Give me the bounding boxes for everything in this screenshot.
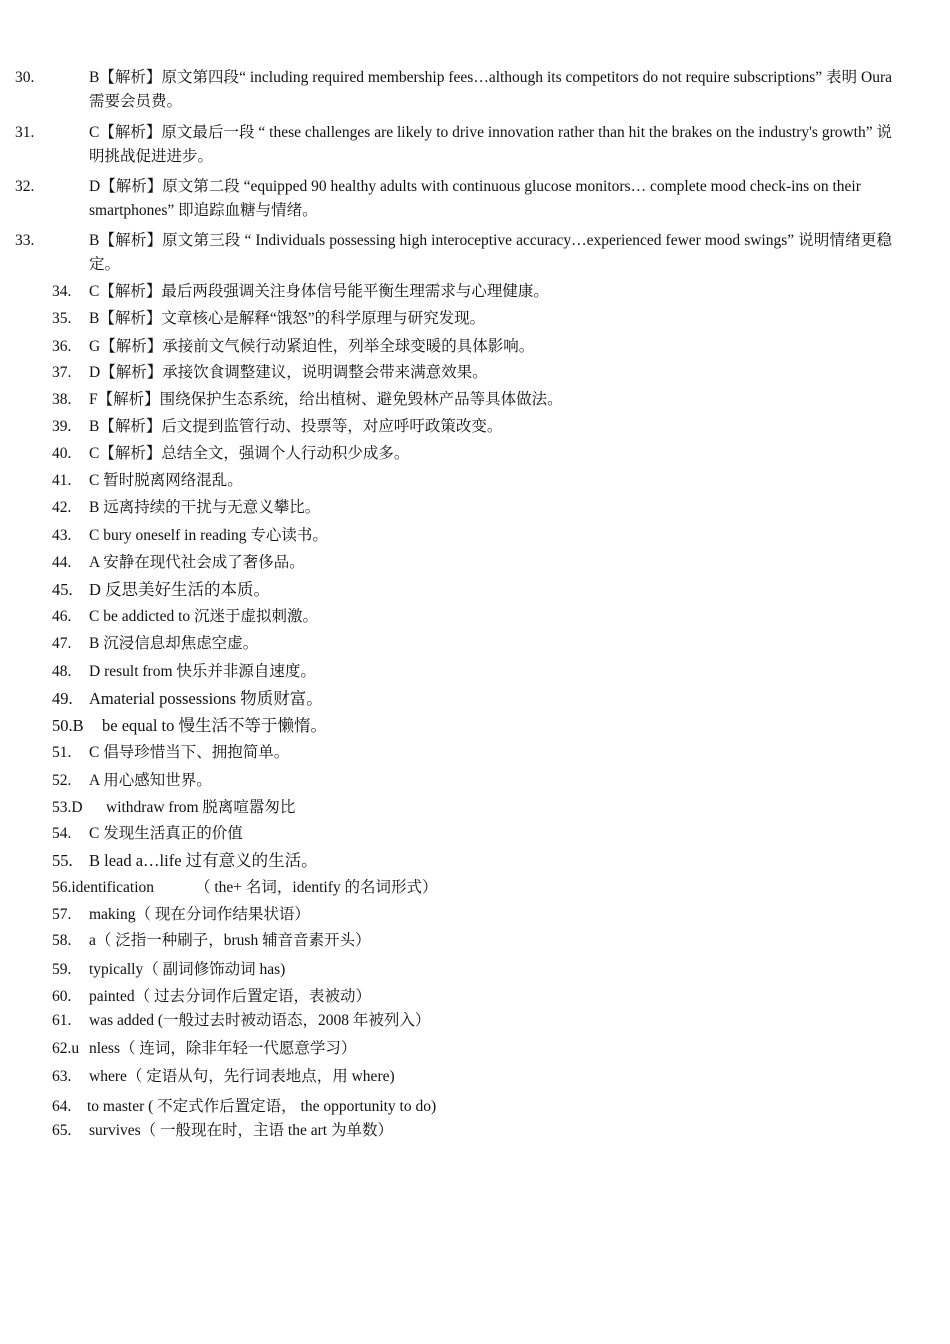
item-number: 32.	[15, 178, 35, 195]
answer-item-43	[52, 524, 892, 548]
item-text: （ the+ 名词，identify 的名词形式）	[195, 879, 438, 896]
answer-item-50	[52, 714, 892, 738]
item-number: 42.	[52, 499, 72, 516]
item-text: F【解析】围绕保护生态系统，给出植树、避免毁林产品等具体做法。	[89, 391, 563, 408]
answer-item-64	[52, 1095, 892, 1119]
item-number: 56.identification	[52, 879, 155, 896]
item-number: 63.	[52, 1068, 72, 1085]
answer-item-58	[52, 929, 892, 953]
item-number: 41.	[52, 472, 72, 489]
answer-item-49	[52, 687, 892, 711]
answer-item-57	[52, 903, 892, 927]
answer-item-42	[52, 496, 892, 520]
answer-item-40	[52, 442, 892, 466]
answer-item-39	[52, 415, 892, 439]
item-number: 39.	[52, 418, 72, 435]
item-number: 57.	[52, 906, 72, 923]
answer-item-32	[15, 175, 892, 223]
answer-item-65	[52, 1119, 892, 1143]
item-text: making（ 现在分词作结果状语）	[89, 906, 310, 923]
item-number: 38.	[52, 391, 72, 408]
answer-item-63	[52, 1065, 892, 1089]
answer-item-34	[52, 280, 892, 304]
item-text: C【解析】原文最后一段 “ these challenges are likely to drive innovation rather than hit the brakes on the industry's growth” 说明挑战促进进步。	[89, 124, 892, 165]
item-number: 37.	[52, 364, 72, 381]
item-text: painted（ 过去分词作后置定语，表被动）	[89, 988, 371, 1005]
item-text: A 用心感知世界。	[89, 772, 212, 789]
answer-item-31	[15, 121, 892, 169]
item-text: B【解析】文章核心是解释“饿怒”的科学原理与研究发现。	[89, 310, 486, 327]
answer-item-38	[52, 388, 892, 412]
item-number: 46.	[52, 608, 72, 625]
answer-item-54	[52, 822, 892, 846]
item-text: to master ( 不定式作后置定语， the opportunity to do)	[87, 1098, 437, 1115]
answer-item-48	[52, 660, 892, 684]
item-number: 64.	[52, 1098, 72, 1115]
item-text: nless（ 连词，除非年轻一代愿意学习）	[89, 1040, 357, 1057]
answer-item-61	[52, 1009, 892, 1033]
answer-item-45	[52, 578, 892, 602]
item-number: 35.	[52, 310, 72, 327]
answer-item-51	[52, 741, 892, 765]
item-number: 43.	[52, 527, 72, 544]
item-text: G【解析】承接前文气候行动紧迫性，列举全球变暖的具体影响。	[89, 338, 535, 355]
item-number: 36.	[52, 338, 72, 355]
answer-item-56	[52, 876, 892, 900]
item-text: withdraw from 脱离喧嚣匆比	[106, 799, 296, 816]
item-number: 51.	[52, 744, 72, 761]
item-text: C 倡导珍惜当下、拥抱简单。	[89, 744, 290, 761]
answer-item-33	[15, 229, 892, 277]
item-text: survives（ 一般现在时，主语 the art 为单数）	[89, 1122, 393, 1139]
item-text: Amaterial possessions 物质财富。	[89, 689, 323, 708]
item-number: 54.	[52, 825, 72, 842]
item-number: 65.	[52, 1122, 72, 1139]
answer-item-36	[52, 335, 892, 359]
item-text: C【解析】最后两段强调关注身体信号能平衡生理需求与心理健康。	[89, 283, 549, 300]
item-number: 59.	[52, 961, 72, 978]
item-number: 40.	[52, 445, 72, 462]
item-number: 49.	[52, 689, 73, 708]
item-text: B lead a…life 过有意义的生活。	[89, 851, 318, 870]
item-text: B【解析】原文第三段 “ Individuals possessing high interoceptive accuracy…experienced fewer mood swings” 说明情绪更稳定。	[89, 232, 892, 273]
answer-item-62	[52, 1037, 892, 1061]
item-text: D【解析】原文第二段 “equipped 90 healthy adults with continuous glucose monitors… complete mood check-ins on their smartphones” 即追踪血糖与情绪。	[89, 178, 861, 219]
answer-item-35	[52, 307, 892, 331]
answer-item-41	[52, 469, 892, 493]
answer-item-60	[52, 985, 892, 1009]
item-number: 61.	[52, 1012, 72, 1029]
item-text: C【解析】总结全文，强调个人行动积少成多。	[89, 445, 410, 462]
item-number: 45.	[52, 580, 73, 599]
item-text: D result from 快乐并非源自速度。	[89, 663, 316, 680]
answer-item-44	[52, 551, 892, 575]
answer-item-47	[52, 632, 892, 656]
item-text: where（ 定语从句，先行词表地点，用 where)	[89, 1068, 395, 1085]
item-text: be equal to 慢生活不等于懒惰。	[102, 716, 328, 735]
item-text: C be addicted to 沉迷于虚拟刺激。	[89, 608, 319, 625]
item-text: C 暂时脱离网络混乱。	[89, 472, 243, 489]
answer-item-59	[52, 958, 892, 982]
item-number: 50.B	[52, 716, 84, 735]
item-number: 44.	[52, 554, 72, 571]
item-text: was added (一般过去时被动语态，2008 年被列入）	[89, 1012, 431, 1029]
item-text: A 安静在现代社会成了奢侈品。	[89, 554, 305, 571]
answer-item-52	[52, 769, 892, 793]
item-text: B【解析】后文提到监管行动、投票等，对应呼吁政策改变。	[89, 418, 503, 435]
answer-item-55	[52, 849, 892, 873]
item-number: 58.	[52, 932, 72, 949]
item-number: 60.	[52, 988, 72, 1005]
item-number: 52.	[52, 772, 72, 789]
item-number: 55.	[52, 851, 73, 870]
answer-item-37	[52, 361, 892, 385]
item-number: 33.	[15, 232, 35, 249]
item-text: a（ 泛指一种刷子，brush 辅音音素开头）	[89, 932, 371, 949]
item-text: D 反思美好生活的本质。	[89, 580, 271, 599]
item-text: typically（ 副词修饰动词 has)	[89, 961, 286, 978]
item-number: 30.	[15, 69, 35, 86]
item-number: 53.D	[52, 799, 83, 816]
item-text: D【解析】承接饮食调整建议，说明调整会带来满意效果。	[89, 364, 488, 381]
answer-item-46	[52, 605, 892, 629]
answer-item-53	[52, 796, 892, 820]
item-number: 48.	[52, 663, 72, 680]
item-number: 34.	[52, 283, 72, 300]
item-text: C 发现生活真正的价值	[89, 825, 243, 842]
item-text: B【解析】原文第四段“ including required membership fees…although its competitors do not require subscriptions” 表明 Oura 需要会员费。	[89, 69, 892, 110]
item-number: 31.	[15, 124, 35, 141]
item-number: 47.	[52, 635, 72, 652]
item-text: B 远离持续的干扰与无意义攀比。	[89, 499, 321, 516]
item-text: B 沉浸信息却焦虑空虚。	[89, 635, 259, 652]
answer-item-30	[15, 66, 892, 114]
item-text: C bury oneself in reading 专心读书。	[89, 527, 328, 544]
item-number: 62.u	[52, 1040, 80, 1057]
